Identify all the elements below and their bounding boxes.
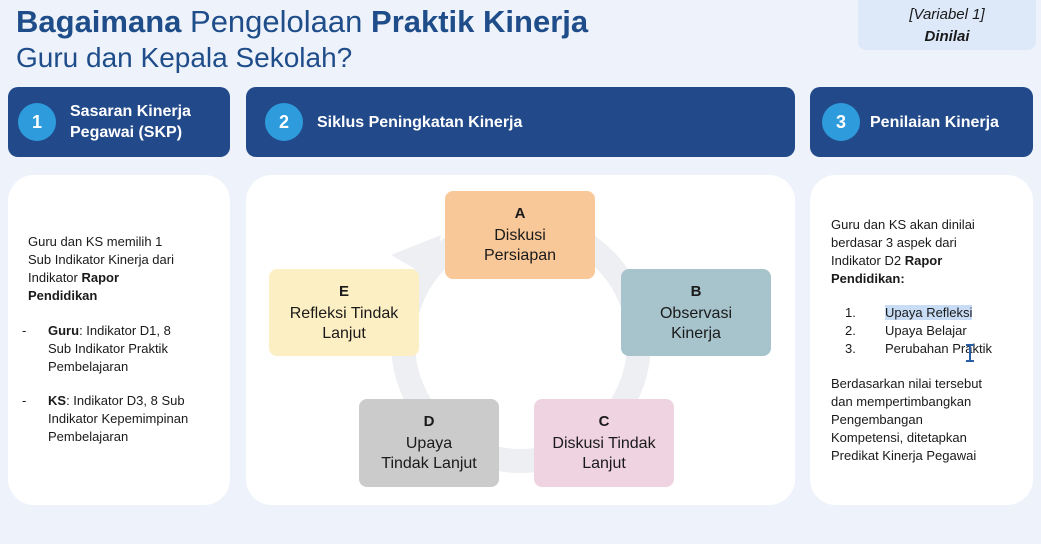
skp-panel (8, 175, 230, 505)
guru-label: Guru (48, 323, 80, 338)
section-number-3: 3 (822, 103, 860, 141)
cycle-step-label: Refleksi Tindak (289, 304, 399, 322)
aspect-number: 1. (845, 305, 856, 320)
cycle-step-letter: A (514, 205, 526, 222)
penilaian-intro (831, 216, 975, 288)
guru-text-line: Sub Indikator Praktik (48, 341, 168, 356)
title-line-2: Guru dan Kepala Sekolah? (16, 42, 353, 73)
variable-status: Dinilai (924, 28, 970, 45)
section-label-penilaian: Penilaian Kinerja (870, 113, 999, 131)
penilaian-intro-bold: Rapor (904, 253, 943, 268)
ks-label: KS (48, 393, 67, 408)
variable-label: [Variabel 1] (909, 6, 985, 23)
penilaian-intro-line: Guru dan KS akan dinilai (831, 217, 975, 232)
skp-bullet-dash: - (22, 393, 27, 408)
siklus-panel (246, 175, 795, 505)
cycle-step-label: Observasi (659, 304, 733, 322)
cycle-step-label: Lanjut (322, 324, 366, 342)
ks-text-line: Pembelajaran (48, 429, 129, 444)
section-header-siklus (246, 87, 795, 157)
aspect-number: 2. (845, 323, 856, 338)
section-label-skp (70, 101, 191, 143)
cycle-step-letter: B (690, 282, 702, 300)
cycle-step-letter: E (338, 282, 349, 300)
section-number-1: 1 (18, 103, 56, 141)
aspect-number: 3. (845, 341, 856, 356)
section-header-penilaian (810, 87, 1033, 157)
page-title (16, 4, 588, 76)
aspect-label-selected[interactable]: Upaya Refleksi (885, 305, 973, 320)
aspect-item (845, 304, 992, 322)
section-label-skp-line1: Sasaran Kinerja (70, 103, 191, 120)
skp-intro-bold: Rapor (81, 270, 120, 285)
cycle-step-label: Kinerja (671, 324, 721, 342)
cycle-step-c (534, 399, 674, 487)
penilaian-outro-line: dan mempertimbangkan (831, 394, 972, 409)
guru-text: : Indikator D1, 8 (79, 323, 171, 338)
penilaian-outro-line: Predikat Kinerja Pegawai (831, 448, 977, 463)
section-label-skp-line2: Pegawai (SKP) (70, 124, 183, 141)
cycle-step-letter: C (598, 413, 610, 430)
cycle-step-d (359, 399, 499, 487)
skp-intro-line: Guru dan KS memilih 1 (28, 234, 163, 249)
skp-bullet-guru (48, 322, 171, 376)
penilaian-outro-line: Berdasarkan nilai tersebut (831, 376, 983, 391)
ks-text-line: Indikator Kepemimpinan (48, 411, 189, 426)
variable-tag (858, 0, 1036, 50)
skp-bullet-ks (48, 392, 188, 446)
skp-intro (28, 233, 174, 305)
cycle-step-b (621, 269, 771, 356)
penilaian-panel (810, 175, 1033, 505)
section-header-skp (8, 87, 230, 157)
cycle-step-e (269, 269, 419, 356)
aspect-label[interactable]: Upaya Belajar (885, 323, 967, 338)
cycle-step-label: Upaya (405, 435, 453, 452)
skp-intro-text: Indikator (28, 270, 82, 285)
guru-text-line: Pembelajaran (48, 359, 129, 374)
cycle-step-label: Persiapan (483, 247, 557, 264)
title-normal: Pengelolaan (181, 4, 372, 39)
cycle-step-label: Lanjut (582, 455, 626, 472)
penilaian-outro-line: Kompetensi, ditetapkan (831, 430, 967, 445)
skp-bullet-dash: - (22, 323, 27, 338)
penilaian-intro-text: Indikator D2 (831, 253, 905, 268)
cycle-step-label: Tindak Lanjut (381, 455, 477, 472)
ks-text: : Indikator D3, 8 Sub (66, 393, 185, 408)
cycle-step-label: Diskusi (494, 227, 546, 244)
cycle-step-a (445, 191, 595, 279)
cycle-step-label: Diskusi Tindak (552, 435, 656, 452)
aspect-item (845, 322, 992, 340)
skp-intro-bold: Pendidikan (28, 288, 98, 303)
title-bold-2: Praktik Kinerja (371, 4, 589, 39)
cycle-step-letter: D (423, 413, 435, 430)
aspect-label[interactable]: Perubahan Praktik (885, 341, 992, 356)
penilaian-intro-bold: Pendidikan: (831, 271, 905, 286)
text-cursor-icon (964, 343, 976, 363)
penilaian-outro-line: Pengembangan (831, 412, 923, 427)
section-label-siklus: Siklus Peningkatan Kinerja (317, 113, 523, 131)
skp-intro-line: Sub Indikator Kinerja dari (28, 252, 174, 267)
title-bold-1: Bagaimana (16, 4, 182, 39)
penilaian-outro (831, 375, 982, 465)
section-number-2: 2 (265, 103, 303, 141)
penilaian-intro-line: berdasar 3 aspek dari (831, 235, 957, 250)
